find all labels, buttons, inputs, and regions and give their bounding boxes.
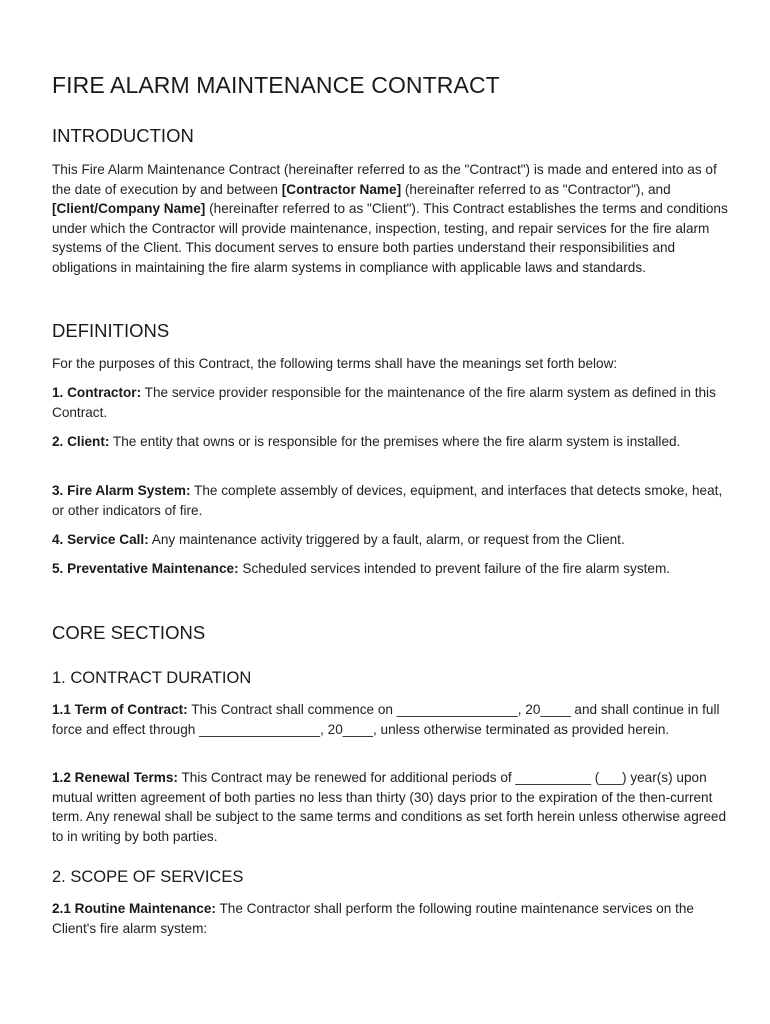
renewal-terms-paragraph: 1.2 Renewal Terms: This Contract may be renewed for additional periods of __________ (___) year(s) upon mutual written agreement of both parties no less than thirty (30) days prior to the expiration of the then-current term. Any renewal shall be subject to the same terms and conditions as set forth herein unless otherwise agreed to in writing by both parties.: [52, 770, 727, 844]
contractor-name-placeholder: [Contractor Name]: [281, 181, 402, 197]
core-sections-heading: CORE SECTIONS: [52, 622, 206, 643]
routine-maintenance-paragraph: 2.1 Routine Maintenance: The Contractor shall perform the following routine maintenance services on the Client's fire alarm system:: [52, 901, 694, 936]
definition-term: 1. Contractor:: [52, 385, 142, 400]
definition-item: 5. Preventative Maintenance: Scheduled services intended to prevent failure of the fire alarm system.: [52, 561, 671, 576]
client-name-placeholder: [Client/Company Name]: [52, 201, 206, 217]
introduction-heading: INTRODUCTION: [52, 125, 194, 146]
definition-term: 4. Service Call:: [52, 532, 149, 547]
definition-term: 5. Preventative Maintenance:: [52, 561, 239, 576]
definition-term: 3. Fire Alarm System:: [52, 483, 191, 498]
introduction-paragraph: This Fire Alarm Maintenance Contract (hereinafter referred to as the "Contract") is made and entered into as of the date of execution by and between [Contractor Name] (hereinafter referred to as "Contractor"), and [Client/Company Name] (hereinafter referred to as "Client"). This Contract establishes the terms and conditions under which the Contractor will provide maintenance, inspection, testing, and repair services for the fire alarm systems of the Client. This document serves to ensure both parties understand their responsibilities and obligations in maintaining the fire alarm systems in compliance with applicable laws and standards.: [52, 162, 728, 275]
scope-of-services-heading: 2. SCOPE OF SERVICES: [52, 868, 244, 886]
document-title: FIRE ALARM MAINTENANCE CONTRACT: [52, 72, 500, 98]
definitions-heading: DEFINITIONS: [52, 320, 170, 341]
term-of-contract-paragraph: 1.1 Term of Contract: This Contract shall commence on ________________, 20____ and shall continue in full force and effect through ________________, 20____, unless otherwise terminated as provided herein.: [52, 702, 720, 737]
definition-item: 3. Fire Alarm System: The complete assembly of devices, equipment, and interfaces that detects smoke, heat, or other indicators of fire.: [52, 483, 723, 518]
definition-term: 2. Client:: [52, 434, 110, 449]
definition-item: 1. Contractor: The service provider responsible for the maintenance of the fire alarm system as defined in this Contract.: [52, 385, 716, 420]
definitions-intro: For the purposes of this Contract, the following terms shall have the meanings set forth below:: [52, 356, 618, 371]
definition-item: 2. Client: The entity that owns or is responsible for the premises where the fire alarm system is installed.: [52, 434, 681, 449]
contract-duration-heading: 1. CONTRACT DURATION: [52, 669, 252, 687]
definition-item: 4. Service Call: Any maintenance activity triggered by a fault, alarm, or request from the Client.: [52, 532, 625, 547]
